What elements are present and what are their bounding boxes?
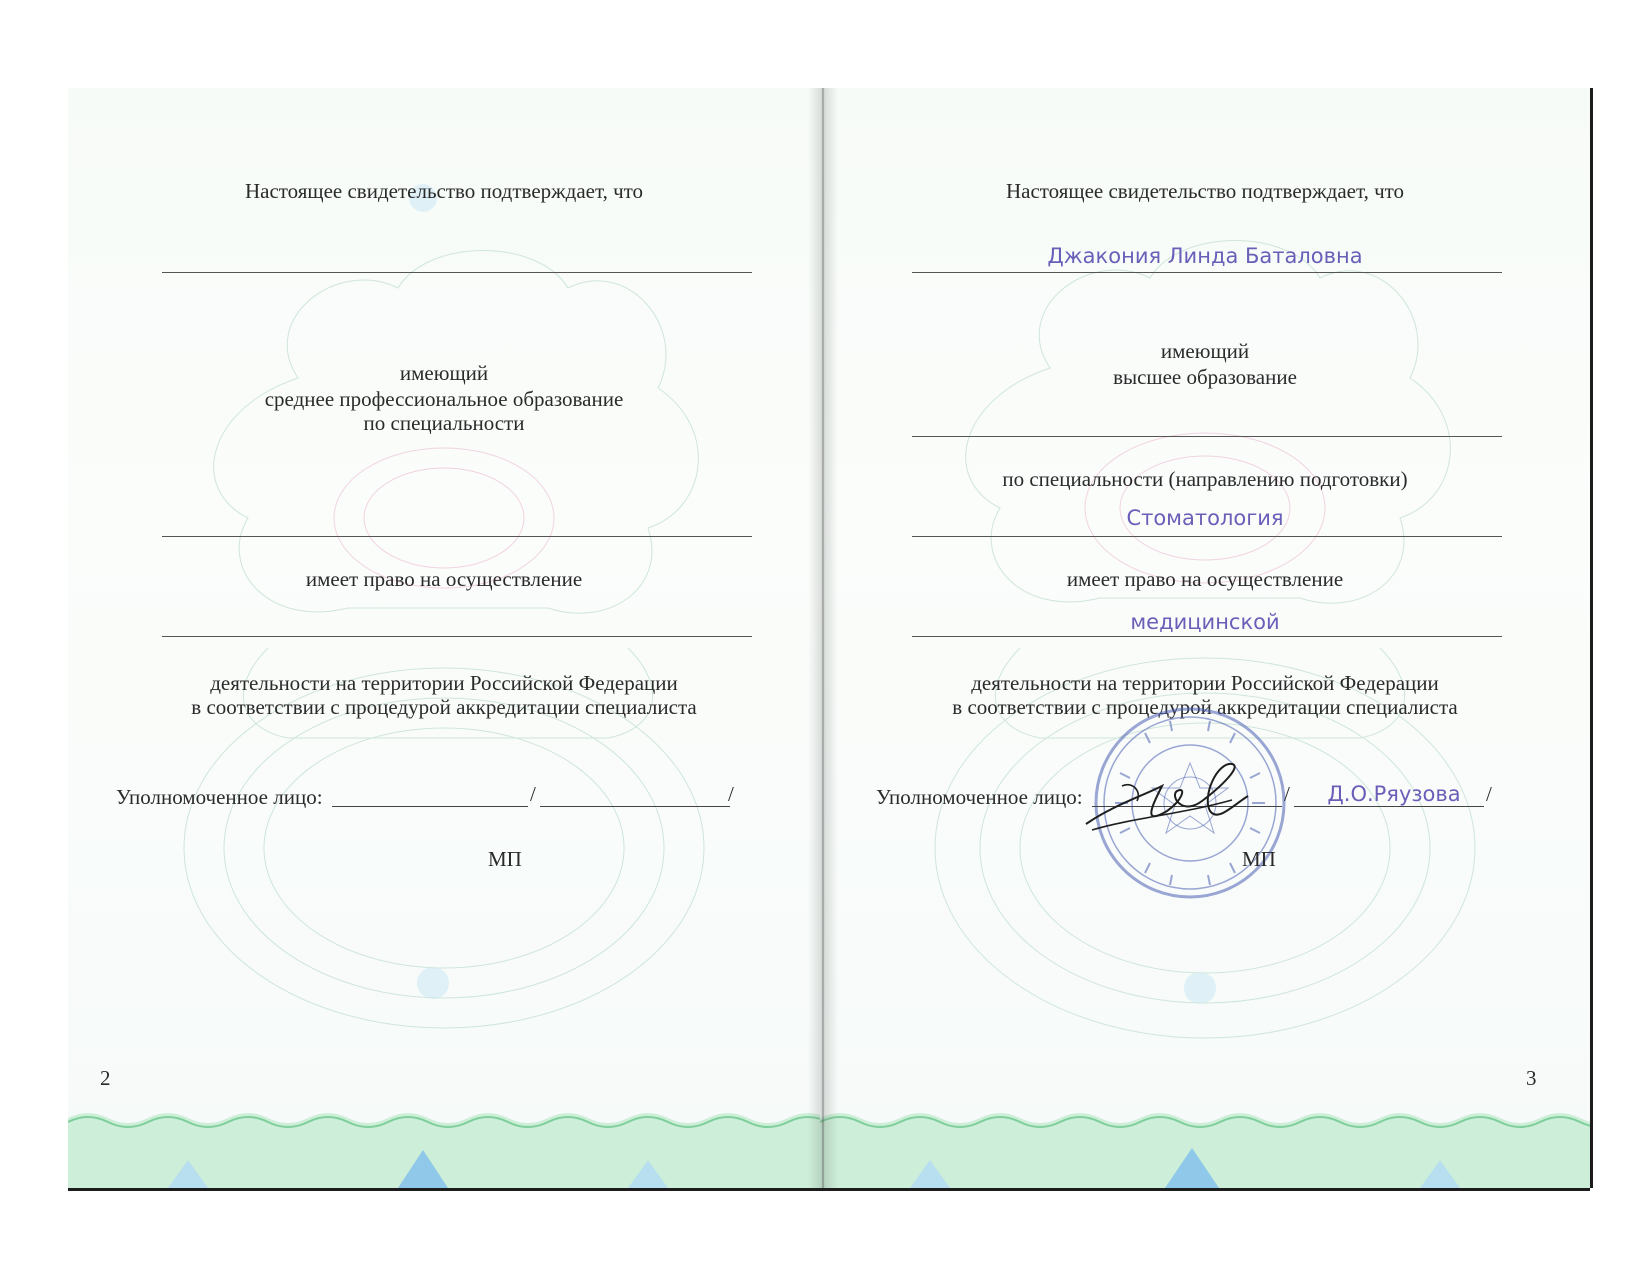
left-intro-text: Настоящее свидетельство подтверждает, что: [244, 179, 644, 203]
right-right-to-text: имеет право на осуществление: [1066, 567, 1344, 591]
left-name-signature-line: [540, 806, 730, 807]
right-decorative-border: [820, 1108, 1590, 1188]
left-slash-end: /: [728, 782, 734, 806]
left-activity-line1: деятельности на территории Российской Федерации: [210, 671, 678, 695]
right-intro-text: Настоящее свидетельство подтверждает, что: [1005, 179, 1405, 203]
left-page: [68, 88, 820, 1188]
left-specialty-line: [162, 536, 752, 537]
left-authorized-label: Уполномоченное лицо:: [116, 785, 323, 809]
right-name-line: [912, 272, 1502, 273]
right-slash: /: [1284, 782, 1290, 806]
left-seal-label: МП: [488, 847, 522, 871]
handwritten-signature: [1082, 756, 1252, 836]
right-activity-line2: в соответствии с процедурой аккредитации специалиста: [952, 695, 1458, 719]
specialty-value: Стоматология: [1126, 506, 1284, 530]
left-name-line: [162, 272, 752, 273]
right-education-text: высшее образование: [1113, 365, 1297, 389]
right-authorized-label: Уполномоченное лицо:: [876, 785, 1083, 809]
left-having-text: имеющий: [399, 361, 489, 385]
left-education-text: среднее профессиональное образование: [264, 387, 624, 411]
activity-type-value: медицинской: [1130, 610, 1280, 634]
signatory-name: Д.О.Ряузова: [1327, 782, 1461, 806]
left-activity-line: [162, 636, 752, 637]
right-page: [820, 88, 1593, 1188]
left-specialty-label: по специальности: [363, 411, 525, 435]
certificate-spread: [68, 88, 1590, 1191]
person-name: Джакония Линда Баталовна: [1047, 244, 1363, 268]
right-page-number: 3: [1526, 1066, 1537, 1090]
right-specialty-label: по специальности (направлению подготовки): [1002, 467, 1408, 491]
right-activity-line1: деятельности на территории Российской Федерации: [971, 671, 1439, 695]
left-activity-line2: в соответствии с процедурой аккредитации специалиста: [191, 695, 697, 719]
right-education-line: [912, 436, 1502, 437]
left-right-to-text: имеет право на осуществление: [305, 567, 583, 591]
left-page-number: 2: [100, 1066, 111, 1090]
left-decorative-border: [68, 1108, 820, 1188]
left-slash: /: [530, 782, 536, 806]
right-seal-label: МП: [1242, 847, 1276, 871]
left-guilloche-background: [68, 88, 820, 1188]
left-signature-line: [332, 806, 528, 807]
right-activity-line: [912, 636, 1502, 637]
right-name-signature-line: [1294, 806, 1484, 807]
right-specialty-line: [912, 536, 1502, 537]
right-having-text: имеющий: [1160, 339, 1250, 363]
book-fold: [808, 88, 838, 1188]
right-slash-end: /: [1486, 782, 1492, 806]
